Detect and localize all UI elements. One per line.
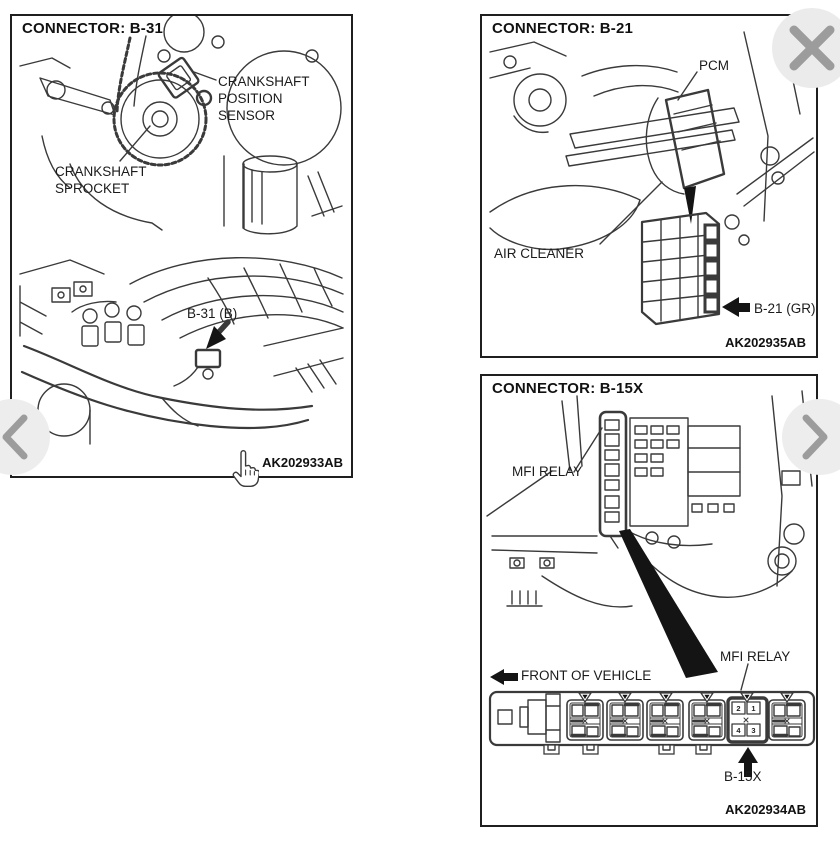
chevron-right-icon (782, 399, 840, 475)
mfi-relay-lower-label: MFI RELAY (720, 649, 791, 664)
connector-ref-b15x-label: B-15X (724, 769, 762, 784)
connector-ref-b31-label: B-31 (B) (187, 306, 238, 321)
mfi-relay-upper-label: MFI RELAY (512, 464, 583, 479)
air-cleaner-label: AIR CLEANER (494, 246, 585, 261)
figure-code: AK202934AB (725, 802, 806, 817)
previous-image-button[interactable] (0, 399, 50, 475)
connector-ref-b21-label: B-21 (GR) (754, 301, 816, 316)
next-image-button[interactable] (782, 399, 840, 475)
crankshaft-sprocket-label: CRANKSHAFT SPROCKET (55, 164, 147, 196)
relay-pin-4: 4 (736, 725, 741, 735)
hand-cursor (231, 450, 259, 490)
close-icon (772, 8, 840, 88)
front-of-vehicle-label: FRONT OF VEHICLE (521, 668, 652, 683)
panel-title: CONNECTOR: B-15X (492, 380, 644, 397)
connector-b31-panel (10, 14, 353, 478)
figure-code: AK202935AB (725, 335, 806, 350)
panel-title: CONNECTOR: B-21 (492, 20, 634, 37)
mfi-relay-illustration (482, 376, 816, 825)
connector-b15x-panel (480, 374, 818, 827)
figure-code: AK202933AB (262, 455, 343, 470)
connector-b21-panel (480, 14, 818, 358)
pcm-label: PCM (699, 58, 729, 73)
relay-pin-1: 1 (751, 703, 756, 713)
crankshaft-position-sensor-label: CRANKSHAFT POSITION SENSOR (218, 74, 310, 123)
panel-title: CONNECTOR: B-31 (22, 20, 164, 37)
chevron-left-icon (0, 399, 50, 475)
close-button[interactable] (772, 8, 840, 88)
relay-pin-3: 3 (751, 725, 756, 735)
relay-pin-2: 2 (736, 703, 741, 713)
